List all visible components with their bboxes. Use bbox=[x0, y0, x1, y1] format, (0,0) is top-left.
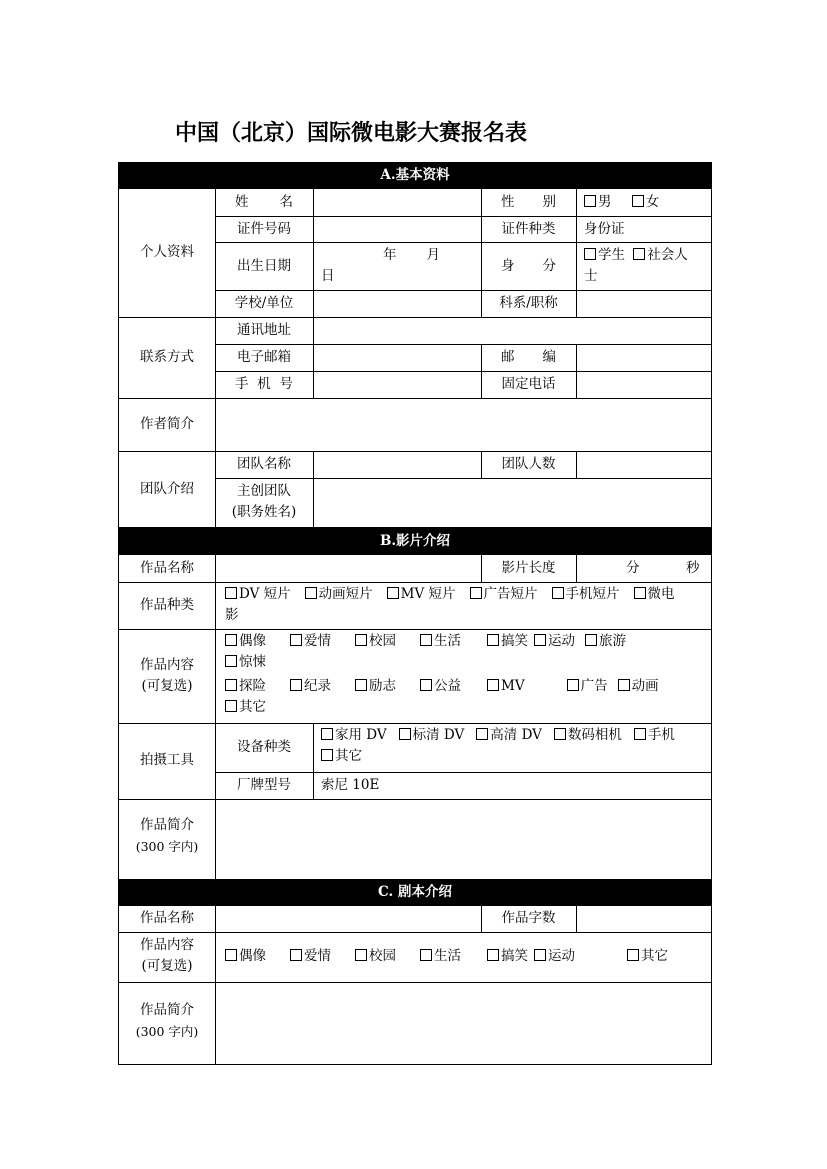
checkbox-icon bbox=[355, 949, 367, 961]
film-type-options: DV 短片 动画短片 MV 短片 广告短片 手机短片 微电 影 bbox=[225, 586, 675, 623]
script-synopsis-label: 作品简介 (300 字内) bbox=[135, 1002, 199, 1039]
device-type-option-checkbox[interactable] bbox=[554, 727, 622, 743]
name-label: 姓 名 bbox=[235, 194, 293, 210]
film-content-option-label: 爱情 bbox=[304, 633, 331, 649]
film-content-option-checkbox[interactable] bbox=[225, 678, 266, 694]
department-label: 科系/职称 bbox=[499, 295, 558, 311]
film-type-option-checkbox[interactable] bbox=[387, 586, 456, 602]
film-content-option-checkbox[interactable] bbox=[225, 633, 266, 649]
device-type-option-label: 家用 DV bbox=[335, 727, 387, 743]
checkbox-icon bbox=[554, 728, 566, 740]
checkbox-icon bbox=[420, 679, 432, 691]
landline-label: 固定电话 bbox=[501, 376, 556, 392]
film-type-option-label: 动画短片 bbox=[318, 586, 373, 602]
checkbox-icon bbox=[487, 679, 499, 691]
film-content-option-checkbox[interactable] bbox=[487, 678, 525, 694]
film-content-label: 作品内容 (可复选) bbox=[140, 657, 194, 694]
identity-public-checkbox[interactable]: 社会人 bbox=[633, 247, 688, 263]
checkbox-icon bbox=[290, 634, 302, 646]
script-content-option-checkbox[interactable] bbox=[534, 948, 575, 964]
checkbox-icon bbox=[420, 949, 432, 961]
film-content-option-label: 偶像 bbox=[239, 633, 266, 649]
form-title: 中国（北京）国际微电影大赛报名表 bbox=[175, 121, 528, 146]
film-name-input[interactable] bbox=[215, 555, 481, 582]
device-type-option-checkbox[interactable] bbox=[634, 727, 675, 743]
script-content-option-checkbox[interactable] bbox=[420, 948, 461, 964]
section-c-header: C. 剧本介绍 bbox=[119, 879, 711, 906]
script-content-option-label: 偶像 bbox=[239, 948, 266, 964]
film-content-option-checkbox[interactable] bbox=[420, 678, 461, 694]
script-synopsis-input[interactable] bbox=[215, 982, 711, 1064]
film-content-option-checkbox[interactable] bbox=[585, 633, 626, 649]
script-content-label: 作品内容 (可复选) bbox=[140, 937, 194, 974]
script-name-input[interactable] bbox=[215, 906, 481, 932]
film-content-option-checkbox[interactable] bbox=[355, 633, 396, 649]
gender-male-checkbox[interactable]: 男 bbox=[584, 194, 612, 210]
checkbox-icon bbox=[305, 587, 317, 599]
device-type-option-label: 标清 DV bbox=[412, 727, 465, 743]
author-intro-label: 作者简介 bbox=[140, 416, 194, 432]
film-type-option-label: 手机短片 bbox=[565, 586, 620, 602]
device-type-option-checkbox[interactable] bbox=[476, 727, 542, 743]
shooting-tools-label: 拍摄工具 bbox=[140, 752, 194, 768]
core-team-label: 主创团队 (职务姓名) bbox=[231, 483, 297, 520]
script-content-option-label: 校园 bbox=[369, 948, 396, 964]
checkbox-icon bbox=[585, 634, 597, 646]
checkbox-icon bbox=[567, 679, 579, 691]
script-content-option-checkbox[interactable] bbox=[627, 948, 668, 964]
gender-female-checkbox[interactable]: 女 bbox=[632, 194, 660, 210]
film-content-option-checkbox[interactable] bbox=[355, 678, 396, 694]
checkbox-icon bbox=[534, 949, 546, 961]
brand-model-value[interactable]: 索尼 10E bbox=[321, 777, 380, 793]
id-type-label: 证件种类 bbox=[501, 221, 556, 237]
checkbox-icon bbox=[225, 949, 237, 961]
team-size-input[interactable] bbox=[576, 451, 711, 478]
film-type-option-label: 广告短片 bbox=[483, 586, 538, 602]
film-content-option-checkbox[interactable] bbox=[290, 633, 331, 649]
film-content-option-label: 搞笑 bbox=[501, 633, 528, 649]
script-content-option-checkbox[interactable] bbox=[225, 948, 266, 964]
address-input[interactable] bbox=[313, 317, 711, 344]
gender-label: 性 别 bbox=[501, 194, 556, 210]
film-type-option-checkbox[interactable] bbox=[552, 586, 620, 602]
film-content-option-label: 探险 bbox=[239, 678, 266, 694]
film-content-option-label: 运动 bbox=[548, 633, 575, 649]
script-content-option-label: 其它 bbox=[641, 948, 668, 964]
team-size-label: 团队人数 bbox=[501, 456, 556, 472]
film-type-option-checkbox[interactable] bbox=[225, 586, 291, 602]
identity-options: 学生 社会人 士 bbox=[584, 247, 688, 284]
checkbox-icon bbox=[387, 587, 399, 599]
device-type-option-checkbox[interactable] bbox=[399, 727, 465, 743]
team-name-label: 团队名称 bbox=[237, 456, 291, 472]
checkbox-icon bbox=[399, 728, 411, 740]
checkbox-icon bbox=[534, 634, 546, 646]
film-content-option-label: 励志 bbox=[369, 678, 396, 694]
word-count-input[interactable] bbox=[576, 906, 711, 932]
checkbox-icon bbox=[225, 679, 237, 691]
team-group-label: 团队介绍 bbox=[140, 481, 194, 497]
personal-info-group-label: 个人资料 bbox=[140, 244, 194, 260]
checkbox-icon bbox=[225, 634, 237, 646]
email-label: 电子邮箱 bbox=[237, 349, 291, 365]
film-content-option-checkbox[interactable] bbox=[290, 678, 331, 694]
checkbox-icon bbox=[290, 679, 302, 691]
checkbox-icon bbox=[225, 587, 237, 599]
device-type-option-label: 高清 DV bbox=[490, 727, 542, 743]
script-content-option-label: 生活 bbox=[434, 948, 461, 964]
film-content-option-label: MV bbox=[501, 678, 525, 694]
school-input[interactable] bbox=[313, 290, 481, 317]
checkbox-icon bbox=[487, 634, 499, 646]
film-type-option-checkbox[interactable] bbox=[634, 586, 675, 602]
device-type-option-label: 数码相机 bbox=[567, 727, 622, 743]
film-content-option-label: 校园 bbox=[369, 633, 396, 649]
checkbox-icon bbox=[552, 587, 564, 599]
id-type-value[interactable]: 身份证 bbox=[584, 221, 625, 237]
checkbox-icon bbox=[321, 728, 333, 740]
film-type-option-label: DV 短片 bbox=[239, 586, 291, 602]
author-intro-input[interactable] bbox=[215, 398, 711, 451]
mobile-input[interactable] bbox=[313, 371, 481, 398]
film-name-label: 作品名称 bbox=[140, 560, 194, 576]
mobile-label: 手 机 号 bbox=[235, 376, 293, 392]
registration-form-table bbox=[118, 162, 712, 1065]
postcode-input[interactable] bbox=[576, 344, 711, 371]
checkbox-icon bbox=[476, 728, 488, 740]
section-a-header: A.基本资料 bbox=[119, 162, 711, 189]
checkbox-icon bbox=[487, 949, 499, 961]
script-content-option-checkbox[interactable] bbox=[355, 948, 396, 964]
film-content-option-checkbox[interactable] bbox=[618, 678, 659, 694]
email-input[interactable] bbox=[313, 344, 481, 371]
script-content-option-label: 运动 bbox=[548, 948, 575, 964]
checkbox-icon bbox=[355, 634, 367, 646]
device-type-option-label: 手机 bbox=[647, 727, 675, 743]
checkbox-icon bbox=[355, 679, 367, 691]
name-input[interactable] bbox=[313, 189, 481, 216]
script-content-option-checkbox[interactable] bbox=[487, 948, 528, 964]
brand-model-label: 厂牌型号 bbox=[237, 777, 291, 793]
film-content-option-label: 广告 bbox=[580, 678, 608, 694]
film-type-option-checkbox[interactable] bbox=[470, 586, 538, 602]
identity-student-checkbox[interactable]: 学生 bbox=[584, 247, 625, 263]
film-content-option-checkbox[interactable] bbox=[567, 678, 608, 694]
film-synopsis-label: 作品简介 (300 字内) bbox=[135, 817, 199, 854]
checkbox-icon bbox=[634, 587, 646, 599]
script-content-options bbox=[215, 932, 711, 982]
film-content-option-checkbox[interactable] bbox=[487, 633, 528, 649]
section-b-header: B.影片介绍 bbox=[119, 527, 711, 555]
landline-input[interactable] bbox=[576, 371, 711, 398]
checkbox-icon bbox=[290, 949, 302, 961]
film-content-option-label: 旅游 bbox=[599, 633, 626, 649]
id-number-label: 证件号码 bbox=[237, 221, 291, 237]
core-team-input[interactable] bbox=[313, 478, 711, 527]
film-content-option-label: 纪录 bbox=[304, 678, 331, 694]
film-type-option-label: 微电 bbox=[647, 586, 675, 602]
identity-label: 身 分 bbox=[501, 258, 556, 274]
film-type-option-checkbox[interactable] bbox=[305, 586, 373, 602]
birth-date-label: 出生日期 bbox=[237, 258, 291, 274]
script-content-option-label: 搞笑 bbox=[501, 948, 528, 964]
film-length-label: 影片长度 bbox=[501, 560, 556, 576]
checkbox-icon bbox=[618, 679, 630, 691]
postcode-label: 邮 编 bbox=[501, 349, 556, 365]
script-content-option-checkbox[interactable] bbox=[290, 948, 331, 964]
contact-group-label: 联系方式 bbox=[140, 349, 194, 365]
checkbox-icon bbox=[420, 634, 432, 646]
film-content-option-label: 动画 bbox=[631, 678, 659, 694]
checkbox-icon bbox=[470, 587, 482, 599]
checkbox-icon bbox=[634, 728, 646, 740]
film-length-input[interactable]: 分 秒 bbox=[626, 560, 700, 576]
id-number-input[interactable] bbox=[313, 216, 481, 242]
address-label: 通讯地址 bbox=[237, 322, 291, 338]
device-type-options: 家用 DV 标清 DV 高清 DV 数码相机 手机 其它 bbox=[313, 723, 711, 772]
film-content-option-label: 公益 bbox=[434, 678, 461, 694]
gender-options bbox=[576, 189, 711, 216]
word-count-label: 作品字数 bbox=[501, 910, 556, 926]
film-content-option-checkbox[interactable] bbox=[534, 633, 575, 649]
device-type-option-checkbox[interactable] bbox=[321, 727, 387, 743]
device-type-label: 设备种类 bbox=[237, 739, 291, 755]
team-name-input[interactable] bbox=[313, 451, 481, 478]
film-synopsis-input[interactable] bbox=[215, 799, 711, 879]
script-content-option-label: 爱情 bbox=[304, 948, 331, 964]
department-input[interactable] bbox=[576, 290, 711, 317]
film-type-option-label: MV 短片 bbox=[400, 586, 456, 602]
film-content-option-checkbox[interactable] bbox=[420, 633, 461, 649]
film-content-option-label: 生活 bbox=[434, 633, 461, 649]
script-name-label: 作品名称 bbox=[140, 910, 194, 926]
film-type-label: 作品种类 bbox=[140, 597, 194, 613]
film-content-options: 偶像 爱情 校园 生活 搞笑 运动 旅游 惊悚 探险 纪录 励志 公益 MV 广告 动画 其它 bbox=[215, 629, 711, 723]
checkbox-icon bbox=[627, 949, 639, 961]
school-label: 学校/单位 bbox=[234, 295, 294, 311]
birth-date-input[interactable]: 年 月 日 bbox=[321, 247, 440, 284]
